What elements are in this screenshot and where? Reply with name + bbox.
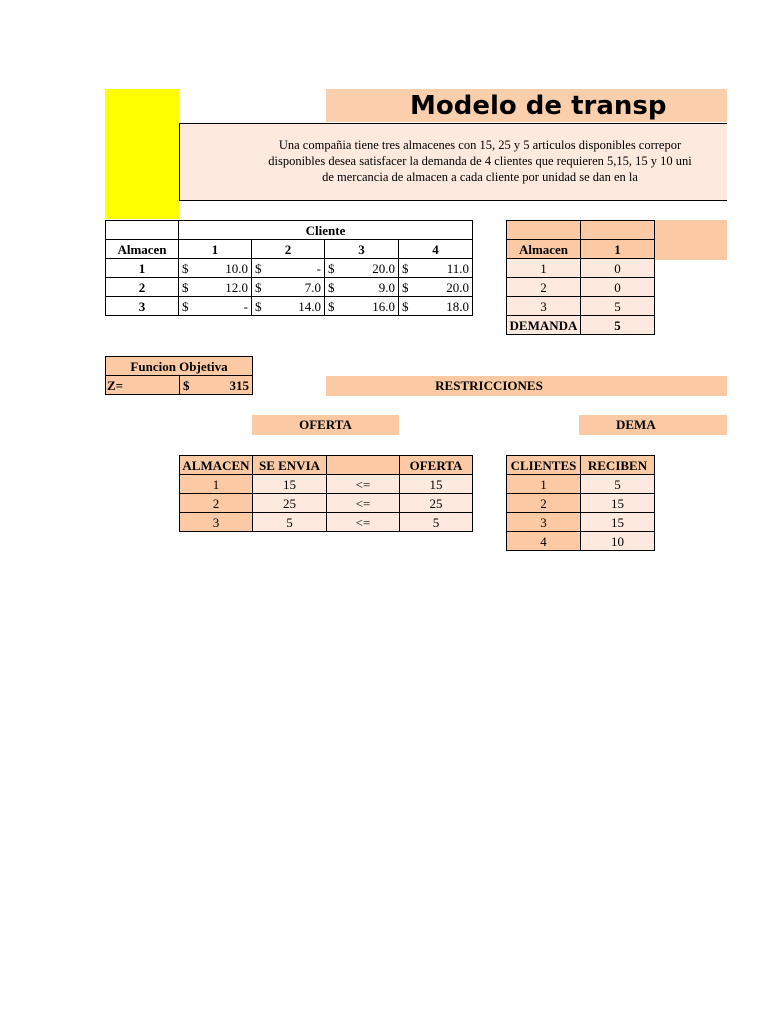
cost-cell[interactable]: $ - bbox=[252, 259, 325, 278]
alloc-table-col-header: 1 bbox=[581, 240, 655, 259]
yellow-highlight-block bbox=[105, 89, 179, 219]
row-label: 3 bbox=[507, 297, 581, 316]
cost-table-row-header: Almacen bbox=[106, 240, 179, 259]
title-band bbox=[326, 89, 727, 122]
objective-value: 315 bbox=[229, 377, 249, 393]
objective-header: Funcion Objetiva bbox=[106, 357, 253, 376]
almacen-cell: 1 bbox=[180, 475, 253, 494]
alloc-cell[interactable]: 5 bbox=[581, 297, 655, 316]
table-row bbox=[180, 513, 473, 532]
description-line-1: Una compañia tiene tres almacenes con 15, 25 y 5 articulos disponibles correpor bbox=[278, 138, 682, 152]
cost-cell[interactable]: $ 9.0 bbox=[325, 278, 399, 297]
cost-table-col-header: 3 bbox=[325, 240, 399, 259]
table-row bbox=[507, 494, 655, 513]
cliente-cell: 2 bbox=[507, 494, 581, 513]
table-row bbox=[507, 259, 655, 278]
se-envia-cell[interactable]: 25 bbox=[253, 494, 327, 513]
table-row bbox=[507, 297, 655, 316]
cost-table-col-header: 2 bbox=[252, 240, 325, 259]
alloc-header-band bbox=[653, 220, 727, 260]
oferta-cell[interactable]: 5 bbox=[400, 513, 473, 532]
table-row bbox=[106, 297, 473, 316]
row-label: 2 bbox=[507, 278, 581, 297]
allocation-table bbox=[506, 220, 655, 335]
reciben-cell[interactable]: 15 bbox=[581, 513, 655, 532]
alloc-cell[interactable]: 0 bbox=[581, 278, 655, 297]
demand-value[interactable]: 5 bbox=[581, 316, 655, 335]
cliente-cell: 1 bbox=[507, 475, 581, 494]
cliente-cell: 4 bbox=[507, 532, 581, 551]
reciben-cell[interactable]: 5 bbox=[581, 475, 655, 494]
table-row bbox=[180, 475, 473, 494]
demanda-label: DEMA bbox=[616, 417, 656, 432]
demanda-header: RECIBEN bbox=[581, 456, 655, 475]
oferta-label: OFERTA bbox=[299, 417, 352, 432]
table-row bbox=[507, 278, 655, 297]
cost-table-col-header: 1 bbox=[179, 240, 252, 259]
alloc-table-group-header bbox=[581, 221, 655, 240]
demanda-bar bbox=[579, 415, 727, 435]
cost-cell[interactable]: $ 12.0 bbox=[179, 278, 252, 297]
reciben-cell[interactable]: 10 bbox=[581, 532, 655, 551]
objective-function-table bbox=[105, 356, 253, 395]
problem-description bbox=[179, 123, 727, 201]
table-row bbox=[507, 513, 655, 532]
objective-label: Z= bbox=[106, 376, 180, 395]
row-label: 3 bbox=[106, 297, 179, 316]
operator-cell: <= bbox=[327, 475, 400, 494]
objective-value-cell[interactable]: $ 315 bbox=[180, 376, 253, 395]
se-envia-cell[interactable]: 15 bbox=[253, 475, 327, 494]
table-row bbox=[180, 494, 473, 513]
demand-label: DEMANDA bbox=[507, 316, 581, 335]
cost-table bbox=[105, 220, 473, 316]
alloc-table-row-header: Almacen bbox=[507, 240, 581, 259]
oferta-header: SE ENVIA bbox=[253, 456, 327, 475]
description-line-2: disponibles desea satisfacer la demanda de 4 clientes que requieren 5,15, 15 y 10 uni bbox=[268, 154, 692, 168]
cost-cell[interactable]: $ 16.0 bbox=[325, 297, 399, 316]
se-envia-cell[interactable]: 5 bbox=[253, 513, 327, 532]
cost-table-group-header: Cliente bbox=[179, 221, 473, 240]
operator-cell: <= bbox=[327, 494, 400, 513]
oferta-header: ALMACEN bbox=[180, 456, 253, 475]
row-label: 1 bbox=[106, 259, 179, 278]
cliente-cell: 3 bbox=[507, 513, 581, 532]
description-line-3: de mercancia de almacen a cada cliente por unidad se dan en la bbox=[322, 170, 638, 184]
oferta-bar bbox=[252, 415, 399, 435]
reciben-cell[interactable]: 15 bbox=[581, 494, 655, 513]
restricciones-label: RESTRICCIONES bbox=[435, 378, 543, 393]
cost-table-corner bbox=[106, 221, 179, 240]
table-row bbox=[507, 532, 655, 551]
table-row bbox=[106, 259, 473, 278]
cost-cell[interactable]: $ 10.0 bbox=[179, 259, 252, 278]
cost-cell[interactable]: $ 7.0 bbox=[252, 278, 325, 297]
table-row bbox=[507, 316, 655, 335]
almacen-cell: 2 bbox=[180, 494, 253, 513]
almacen-cell: 3 bbox=[180, 513, 253, 532]
operator-cell: <= bbox=[327, 513, 400, 532]
cost-cell[interactable]: $ 11.0 bbox=[399, 259, 473, 278]
cost-cell[interactable]: $ 14.0 bbox=[252, 297, 325, 316]
row-label: 1 bbox=[507, 259, 581, 278]
oferta-cell[interactable]: 25 bbox=[400, 494, 473, 513]
row-label: 2 bbox=[106, 278, 179, 297]
demanda-header: CLIENTES bbox=[507, 456, 581, 475]
cost-cell[interactable]: $ 20.0 bbox=[399, 278, 473, 297]
cost-cell[interactable]: $ - bbox=[179, 297, 252, 316]
cost-cell[interactable]: $ 20.0 bbox=[325, 259, 399, 278]
demanda-table bbox=[506, 455, 655, 551]
restricciones-bar bbox=[326, 376, 727, 396]
oferta-header bbox=[327, 456, 400, 475]
alloc-table-corner bbox=[507, 221, 581, 240]
table-row bbox=[106, 278, 473, 297]
cost-cell[interactable]: $ 18.0 bbox=[399, 297, 473, 316]
oferta-table bbox=[179, 455, 473, 532]
page-title: Modelo de transp bbox=[410, 91, 667, 121]
alloc-cell[interactable]: 0 bbox=[581, 259, 655, 278]
cost-table-col-header: 4 bbox=[399, 240, 473, 259]
oferta-cell[interactable]: 15 bbox=[400, 475, 473, 494]
oferta-header: OFERTA bbox=[400, 456, 473, 475]
table-row bbox=[507, 475, 655, 494]
